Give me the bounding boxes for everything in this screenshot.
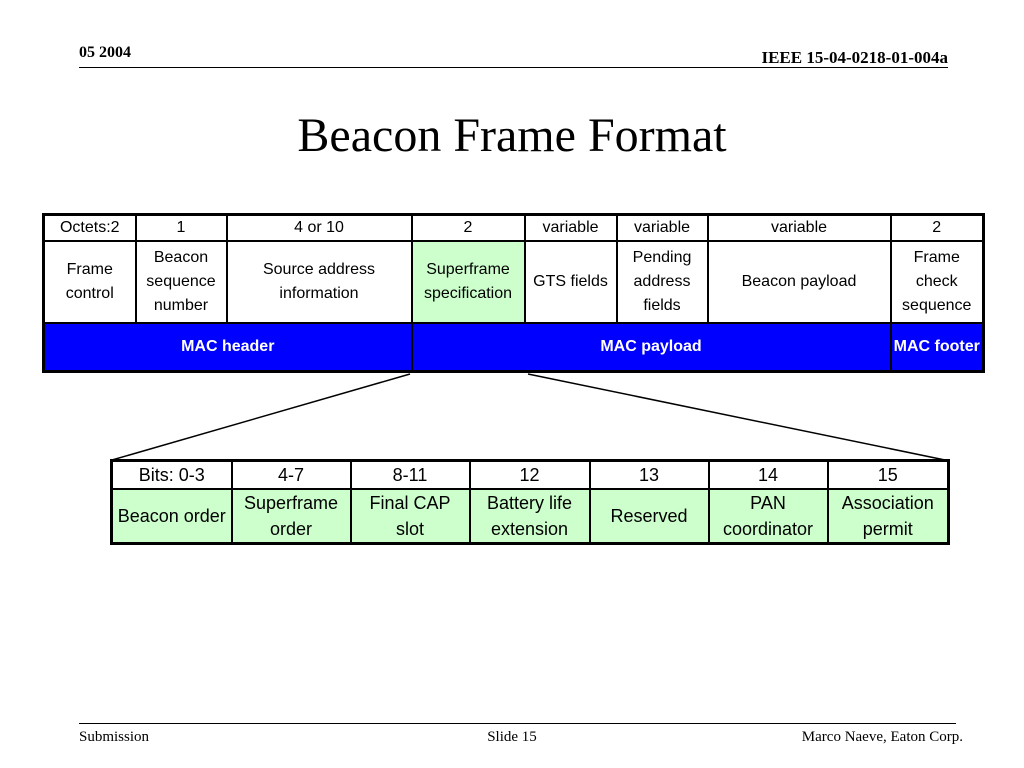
octets-cell: 2 [891, 215, 984, 242]
beacon-frame-table [42, 213, 985, 373]
expansion-line-left [112, 374, 410, 460]
field-superframe-specification: Superframe specification [412, 241, 525, 323]
header-date: 05 2004 [79, 44, 131, 61]
bits-row [112, 461, 949, 490]
octets-row [44, 215, 984, 242]
octets-cell: Octets:2 [44, 215, 136, 242]
field-beacon-sequence-number: Beacon sequence number [136, 241, 227, 323]
subfield-final-cap-slot: Final CAP slot [351, 489, 470, 544]
fields-row [44, 241, 984, 323]
bits-cell: Bits: 0-3 [112, 461, 232, 490]
subfield-reserved: Reserved [590, 489, 709, 544]
bits-cell: 14 [709, 461, 828, 490]
octets-cell: 1 [136, 215, 227, 242]
bits-cell: 4-7 [232, 461, 351, 490]
subfield-battery-life-extension: Battery life extension [470, 489, 590, 544]
sections-row [44, 323, 984, 372]
subfield-association-permit: Association permit [828, 489, 949, 544]
field-frame-check-sequence: Frame check sequence [891, 241, 984, 323]
subfield-superframe-order: Superframe order [232, 489, 351, 544]
footer-divider [79, 723, 956, 724]
footer-slide-number: Slide 15 [487, 729, 537, 745]
field-gts-fields: GTS fields [525, 241, 617, 323]
bits-cell: 15 [828, 461, 949, 490]
field-pending-address-fields: Pending address fields [617, 241, 708, 323]
header-doc-id: IEEE 15-04-0218-01-004a [761, 48, 948, 67]
footer-author: Marco Naeve, Eaton Corp. [801, 729, 963, 745]
bits-cell: 12 [470, 461, 590, 490]
section-mac-payload: MAC payload [412, 323, 891, 372]
octets-cell: variable [617, 215, 708, 242]
octets-cell: variable [525, 215, 617, 242]
subfield-pan-coordinator: PAN coordinator [709, 489, 828, 544]
field-beacon-payload: Beacon payload [708, 241, 891, 323]
superframe-spec-table [110, 459, 950, 545]
expansion-line-right [528, 374, 945, 460]
slide-title: Beacon Frame Format [297, 109, 727, 162]
bits-cell: 8-11 [351, 461, 470, 490]
bits-cell: 13 [590, 461, 709, 490]
footer-submission: Submission [79, 729, 150, 745]
header-divider [79, 67, 948, 68]
octets-cell: 4 or 10 [227, 215, 412, 242]
field-frame-control: Frame control [44, 241, 136, 323]
subfield-beacon-order: Beacon order [112, 489, 232, 544]
subfields-row [112, 489, 949, 544]
octets-cell: variable [708, 215, 891, 242]
section-mac-footer: MAC footer [891, 323, 984, 372]
octets-cell: 2 [412, 215, 525, 242]
section-mac-header: MAC header [44, 323, 412, 372]
field-source-address-information: Source address information [227, 241, 412, 323]
